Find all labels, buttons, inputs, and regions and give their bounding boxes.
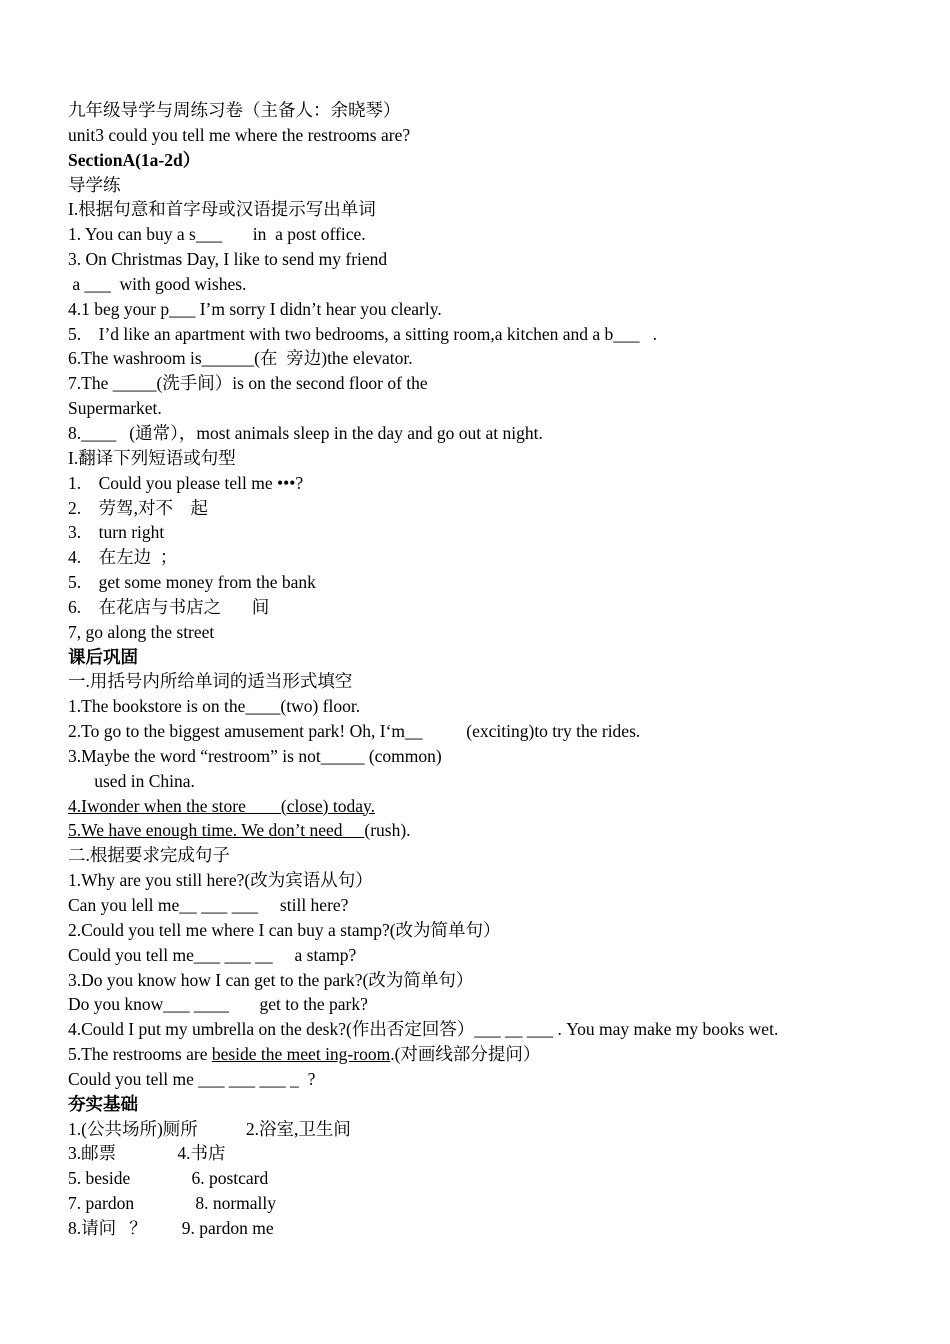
exercise-line: Could you tell me___ ___ __ a stamp? <box>68 944 357 965</box>
exercise-hint: (rush). <box>364 820 411 841</box>
translation-item: 6. 在花店与书店之 间 <box>68 596 270 617</box>
unit-title: unit3 could you tell me where the restrooms are? <box>68 124 411 145</box>
translation-item: 7, go along the street <box>68 621 215 642</box>
exercise-line: Can you lell me__ ___ ___ still here? <box>68 895 349 915</box>
exercise-line: 1.The bookstore is on the____(two) floor. <box>68 696 361 717</box>
exercise-line: 3. On Christmas Day, I like to send my friend <box>68 249 388 270</box>
sentence-end: .(对画线部分提问） <box>390 1044 541 1065</box>
worksheet-page <box>68 98 918 1241</box>
exercise-line <box>68 1042 918 1067</box>
worksheet-title: 九年级导学与周练习卷（主备人：余晓琴） <box>68 100 401 120</box>
translation-item: 5. get some money from the bank <box>68 572 316 593</box>
exercise-heading: I.翻译下列短语或句型 <box>68 447 236 468</box>
translation-item: 3. turn right <box>68 522 165 543</box>
exercise-line: 4.Could I put my umbrella on the desk?(作出否定回答）___ __ ___ . You may make my books wet. <box>68 1019 779 1040</box>
underlined-text: 5.We have enough time. We don’t need <box>68 820 365 841</box>
answer-line: 3.邮票 4.书店 <box>68 1143 226 1164</box>
exercise-line: Supermarket. <box>68 398 162 419</box>
underlined-text: beside the meet ing-room <box>211 1044 391 1065</box>
answer-line: 5. beside 6. postcard <box>68 1168 269 1189</box>
exercise-heading: I.根据句意和首字母或汉语提示写出单词 <box>68 199 376 220</box>
exercise-line: 1. You can buy a s___ in a post office. <box>68 224 366 245</box>
translation-item: 1. Could you please tell me •••? <box>68 472 304 493</box>
exercise-line: 2.Could you tell me where I can buy a stamp?(改为简单句） <box>68 919 501 940</box>
exercise-heading: 一.用括号内所给单词的适当形式填空 <box>68 671 353 692</box>
answer-line: 8.请问 ？ 9. pardon me <box>68 1217 274 1238</box>
exercise-line: 3.Maybe the word “restroom” is not_____ (common) <box>68 745 442 766</box>
exercise-line: 3.Do you know how I can get to the park?(改为简单句） <box>68 969 474 990</box>
exercise-line: 1.Why are you still here?(改为宾语从句） <box>68 870 373 891</box>
exercise-line: Do you know___ ____ get to the park? <box>68 994 368 1015</box>
section-heading: SectionA(1a-2d） <box>68 149 201 170</box>
exercise-line: 5. I’d like an apartment with two bedrooms, a sitting room,a kitchen and a b___ . <box>68 323 658 344</box>
section-heading: 课后巩固 <box>68 646 138 667</box>
translation-item: 4. 在左边 ； <box>68 547 178 568</box>
exercise-line: Could you tell me ___ ___ ___ _ ? <box>68 1068 316 1089</box>
exercise-line: used in China. <box>68 770 195 791</box>
exercise-line: 8.____ (通常），most animals sleep in the day and go out at night. <box>68 422 543 443</box>
exercise-line: 7.The _____(洗手间）is on the second floor of the <box>68 373 428 394</box>
exercise-line: 2.To go to the biggest amusement park! Oh, I‘m__ (exciting)to try the rides. <box>68 721 641 742</box>
exercise-line: 6.The washroom is______(在 旁边)the elevator. <box>68 348 413 369</box>
exercise-line <box>68 794 918 819</box>
exercise-heading: 二.根据要求完成句子 <box>68 845 230 866</box>
answer-line: 7. pardon 8. normally <box>68 1193 277 1214</box>
underlined-text: 4.Iwonder when the store (close) today. <box>68 795 375 816</box>
exercise-line: a ___ with good wishes. <box>68 273 247 294</box>
sentence-start: 5.The restrooms are <box>68 1044 212 1065</box>
exercise-line <box>68 818 918 843</box>
exercise-line: 4.1 beg your p___ I’m sorry I didn’t hear you clearly. <box>68 298 442 319</box>
subsection-heading: 导学练 <box>68 174 121 195</box>
translation-item: 2. 劳驾,对不 起 <box>68 497 208 518</box>
section-heading: 夯实基础 <box>68 1093 138 1114</box>
answer-line: 1.(公共场所)厕所 2.浴室,卫生间 <box>68 1118 351 1139</box>
